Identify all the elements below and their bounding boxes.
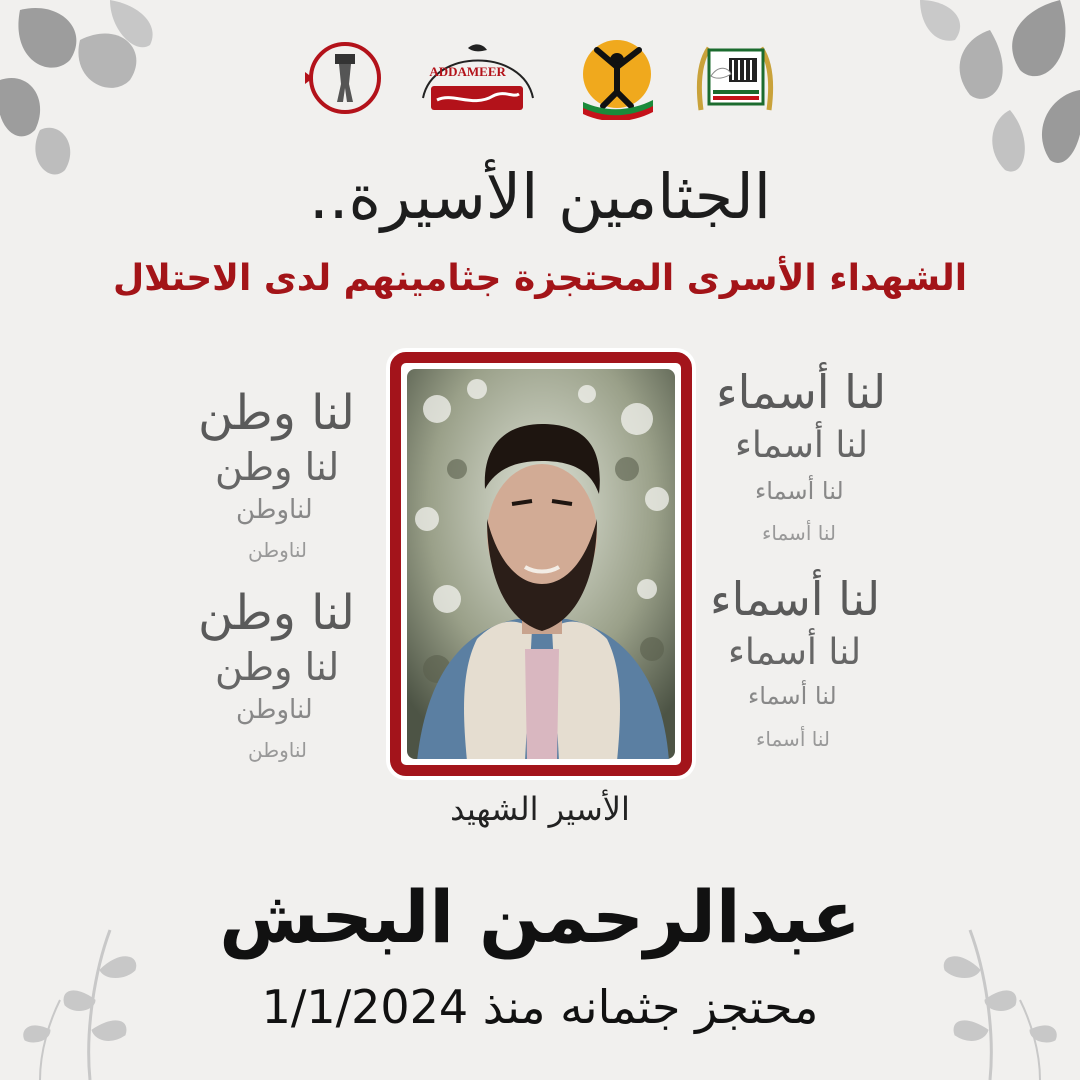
logos-row bbox=[300, 38, 780, 118]
left-text-2: لنا وطن bbox=[215, 445, 340, 489]
held-since-date: محتجز جثمانه منذ 1/1/2024 bbox=[261, 980, 819, 1034]
right-text-7: لنا أسماء bbox=[748, 682, 837, 710]
right-text-3: لنا أسماء bbox=[755, 477, 844, 505]
left-text-1: لنا وطن bbox=[198, 385, 355, 441]
left-text-6: لنا وطن bbox=[215, 645, 340, 689]
right-text-4: لنا أسماء bbox=[762, 521, 836, 545]
addameer-logo-text: ADDAMEER bbox=[429, 64, 506, 79]
prisoner-support-logo bbox=[300, 38, 390, 118]
martyr-label: الأسير الشهيد bbox=[450, 790, 630, 828]
left-text-8: لناوطن bbox=[248, 738, 308, 762]
right-text-1: لنا أسماء bbox=[716, 365, 887, 419]
right-text-6: لنا أسماء bbox=[728, 632, 862, 673]
right-text-5: لنا أسماء bbox=[710, 572, 881, 626]
left-text-3: لناوطن bbox=[236, 495, 313, 525]
page-title: الجثامين الأسيرة.. bbox=[309, 160, 771, 233]
dove-prison-logo bbox=[690, 38, 780, 118]
martyr-name: عبدالرحمن البحش bbox=[219, 875, 861, 959]
martyr-photo-frame bbox=[390, 352, 692, 776]
left-text-7: لناوطن bbox=[236, 695, 313, 725]
left-text-4: لناوطن bbox=[248, 538, 308, 562]
martyrs-campaign-logo bbox=[567, 38, 667, 118]
page-subtitle: الشهداء الأسرى المحتجزة جثامينهم لدى الاحتلال bbox=[112, 258, 968, 299]
martyr-photo bbox=[407, 369, 675, 759]
left-text-5: لنا وطن bbox=[198, 585, 355, 641]
right-text-2: لنا أسماء bbox=[735, 425, 869, 466]
addameer-logo bbox=[413, 38, 543, 118]
right-text-8: لنا أسماء bbox=[756, 727, 830, 751]
